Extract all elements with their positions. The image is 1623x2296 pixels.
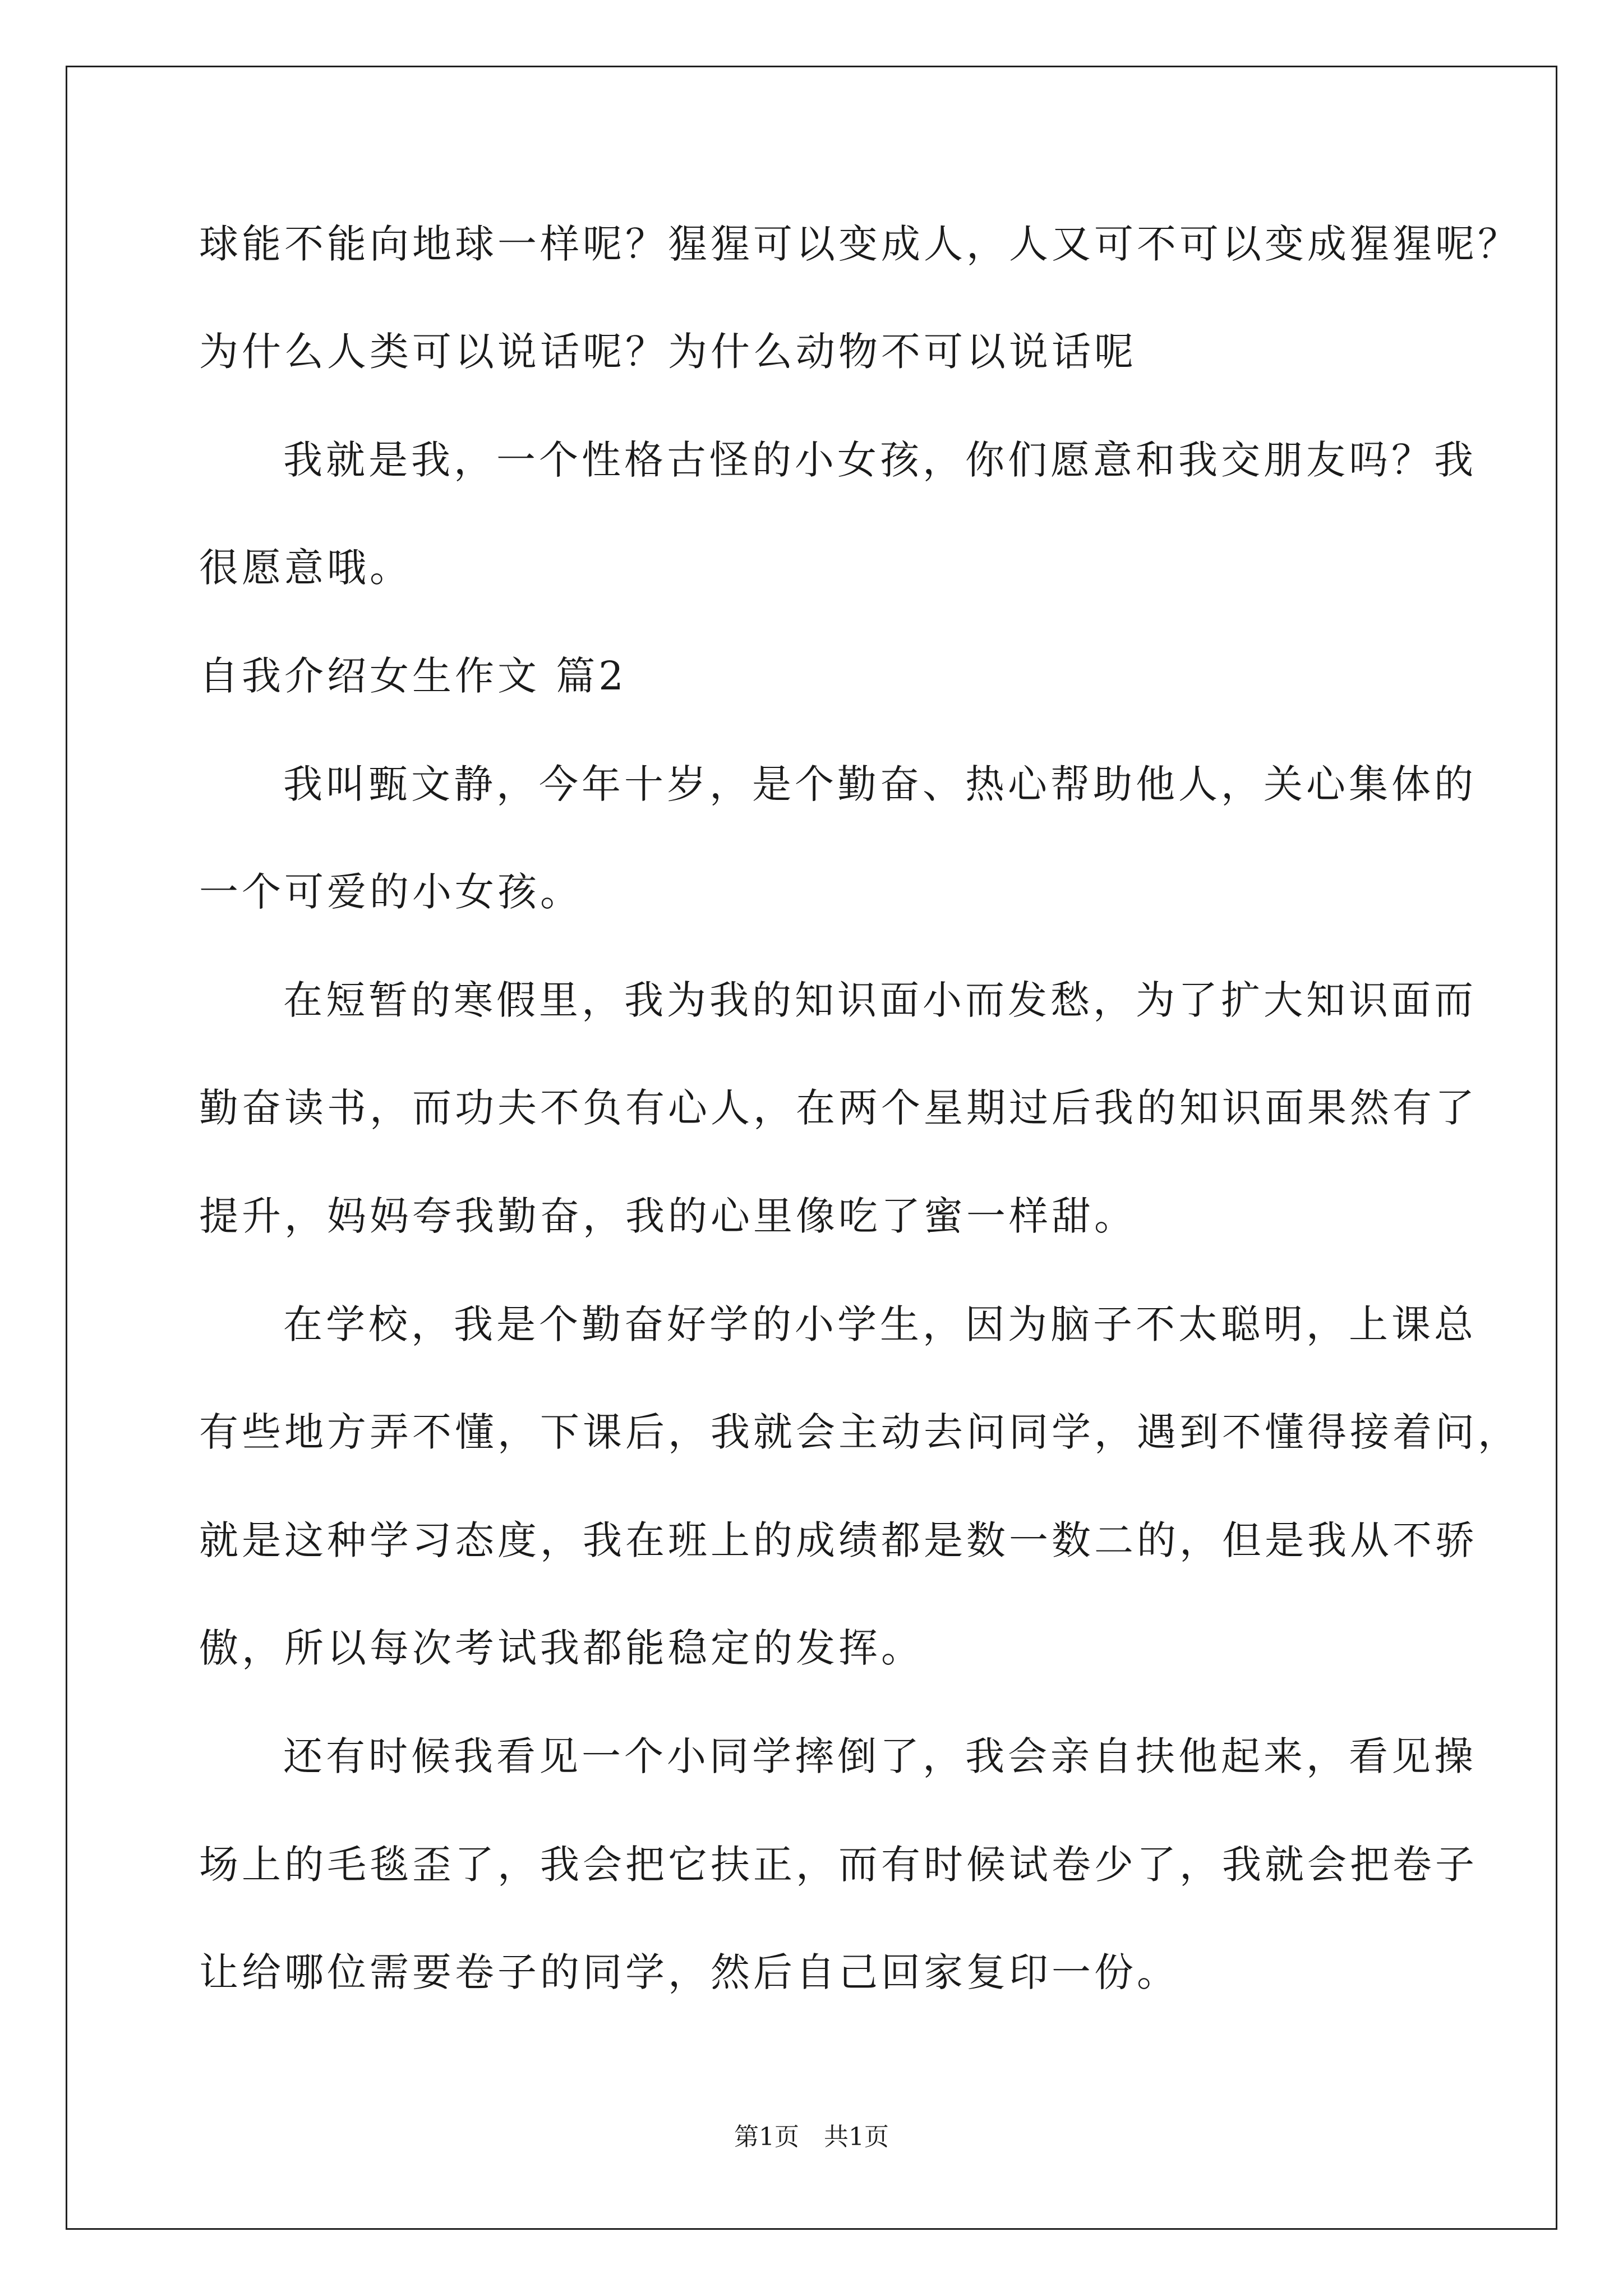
section-heading: 自我介绍女生作文 篇2 (199, 653, 627, 699)
text-line: 勤奋读书，而功夫不负有心人，在两个星期过后我的知识面果然有了 (199, 1085, 1478, 1131)
text-line: 球能不能向地球一样呢？猩猩可以变成人，人又可不可以变成猩猩呢？ (199, 221, 1520, 267)
text-line: 我叫甄文静，今年十岁，是个勤奋、热心帮助他人，关心集体的 (283, 761, 1477, 807)
text-line: 场上的毛毯歪了，我会把它扶正，而有时候试卷少了，我就会把卷子 (199, 1842, 1478, 1888)
text-line: 提升，妈妈夸我勤奋，我的心里像吃了蜜一样甜。 (199, 1193, 1137, 1239)
text-line: 为什么人类可以说话呢？为什么动物不可以说话呢 (199, 329, 1137, 375)
page-border (66, 66, 1557, 2230)
text-line: 就是这种学习态度，我在班上的成绩都是数一数二的，但是我从不骄 (199, 1517, 1478, 1563)
page-number: 第1页 (734, 2123, 799, 2151)
text-line: 很愿意哦。 (199, 545, 412, 591)
text-line: 有些地方弄不懂，下课后，我就会主动去问同学，遇到不懂得接着问， (199, 1409, 1520, 1455)
text-line: 一个可爱的小女孩。 (199, 869, 583, 915)
text-line: 在短暂的寒假里，我为我的知识面小而发愁，为了扩大知识面而 (283, 977, 1477, 1023)
text-line: 傲，所以每次考试我都能稳定的发挥。 (199, 1625, 924, 1671)
text-line: 我就是我，一个性格古怪的小女孩，你们愿意和我交朋友吗？我 (283, 437, 1477, 483)
page-total: 共1页 (824, 2123, 889, 2151)
text-line: 让给哪位需要卷子的同学，然后自己回家复印一份。 (199, 1949, 1179, 1995)
text-line: 在学校，我是个勤奋好学的小学生，因为脑子不太聪明，上课总 (283, 1301, 1477, 1347)
page-footer (0, 2120, 1623, 2154)
text-line: 还有时候我看见一个小同学摔倒了，我会亲自扶他起来，看见操 (283, 1733, 1477, 1779)
